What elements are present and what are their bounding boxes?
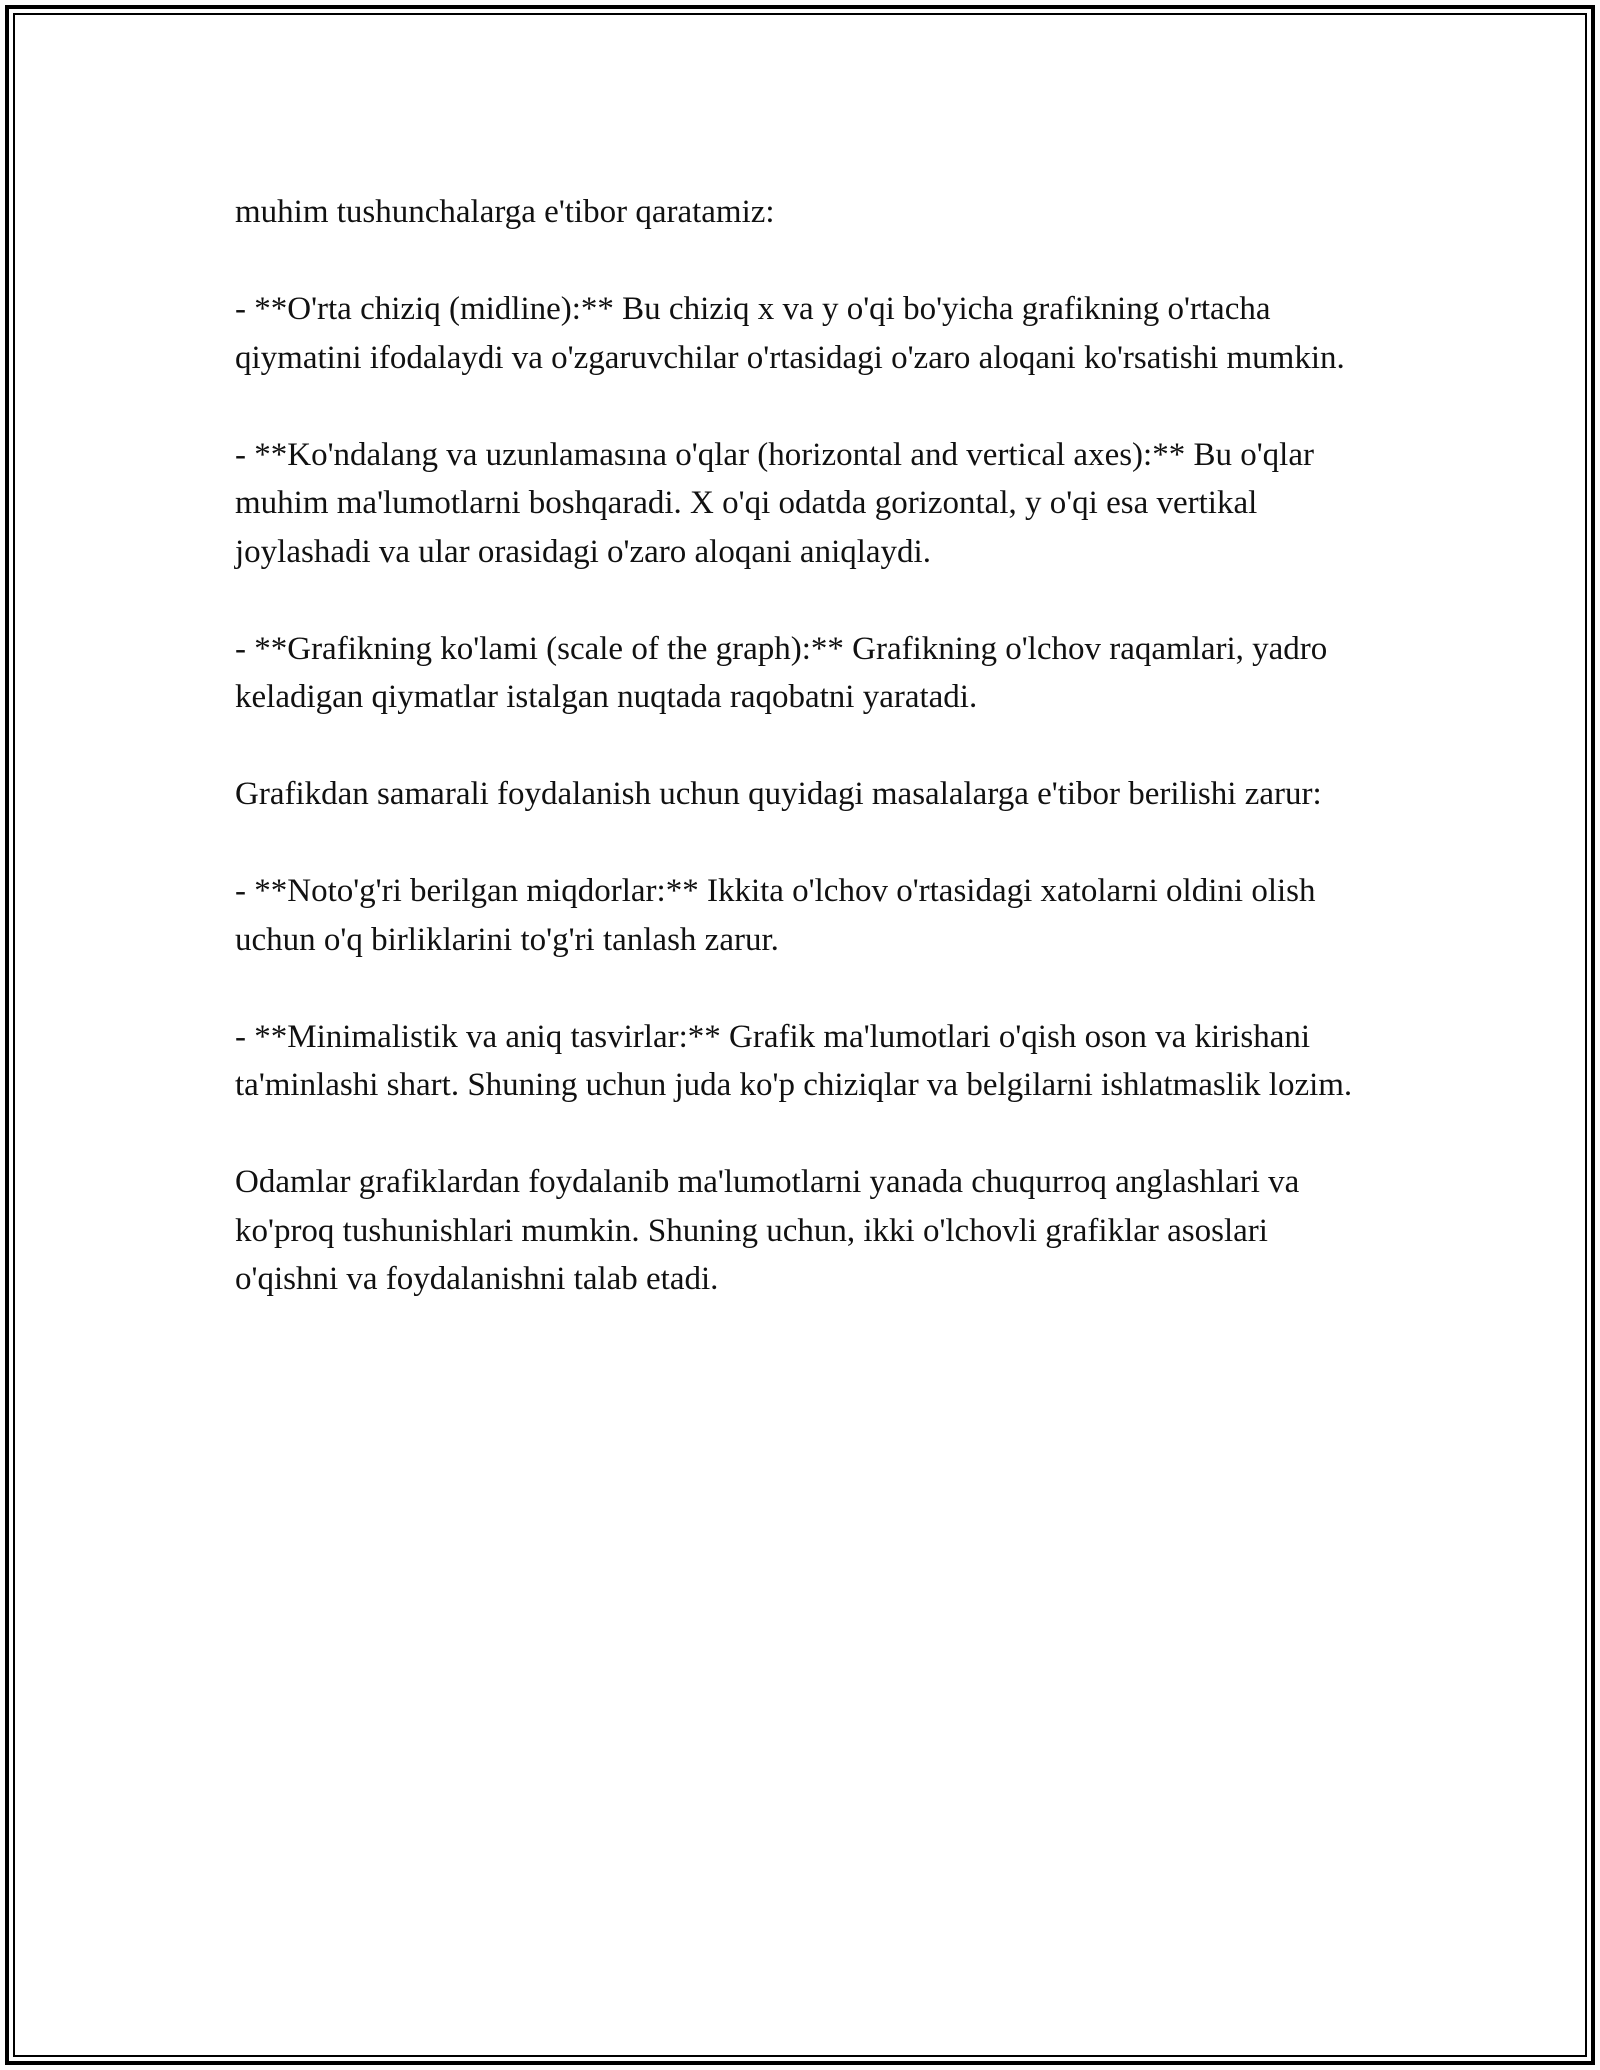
paragraph-minimalist: - **Minimalistik va aniq tasvirlar:** Grafik ma'lumotlari o'qish oson va kirishani ta'minlashi shart. Shuning uchun juda ko'p chiziqlar va belgilarni ishlatmaslik lozim. [235, 1018, 1353, 1103]
document-body [235, 188, 1375, 1352]
paragraph-incorrect-quantities: - **Noto'g'ri berilgan miqdorlar:** Ikkita o'lchov o'rtasidagi xatolarni oldini olish uchun o'q birliklarini to'g'ri tanlash zarur. [235, 873, 1316, 958]
paragraph-scale: - **Grafikning ko'lami (scale of the graph):** Grafikning o'lchov raqamlari, yadro keladigan qiymatlar istalgan nuqtada raqobatni yaratadi. [235, 630, 1328, 715]
paragraph-midline: - **O'rta chiziq (midline):** Bu chiziq x va y o'qi bo'yicha grafikning o'rtacha qiymatini ifodalaydi va o'zgaruvchilar o'rtasidagi o'zaro aloqani ko'rsatishi mumkin. [235, 291, 1345, 376]
paragraph-intro: muhim tushunchalarga e'tibor qaratamiz: [235, 194, 775, 230]
paragraph-usage-intro: Grafikdan samarali foydalanish uchun quyidagi masalalarga e'tibor berilishi zarur: [235, 776, 1322, 812]
paragraph-conclusion: Odamlar grafiklardan foydalanib ma'lumotlarni yanada chuqurroq anglashlari va ko'proq tushunishlari mumkin. Shuning uchun, ikki o'lchovli grafiklar asoslari o'qishni va foydalanishni talab etadi. [235, 1164, 1300, 1297]
paragraph-axes: - **Ko'ndalang va uzunlamasına o'qlar (horizontal and vertical axes):** Bu o'qlar muhim ma'lumotlarni boshqaradi. X o'qi odatda gorizontal, y o'qi esa vertikal joylashadi va ular orasidagi o'zaro aloqani aniqlaydi. [235, 436, 1314, 570]
